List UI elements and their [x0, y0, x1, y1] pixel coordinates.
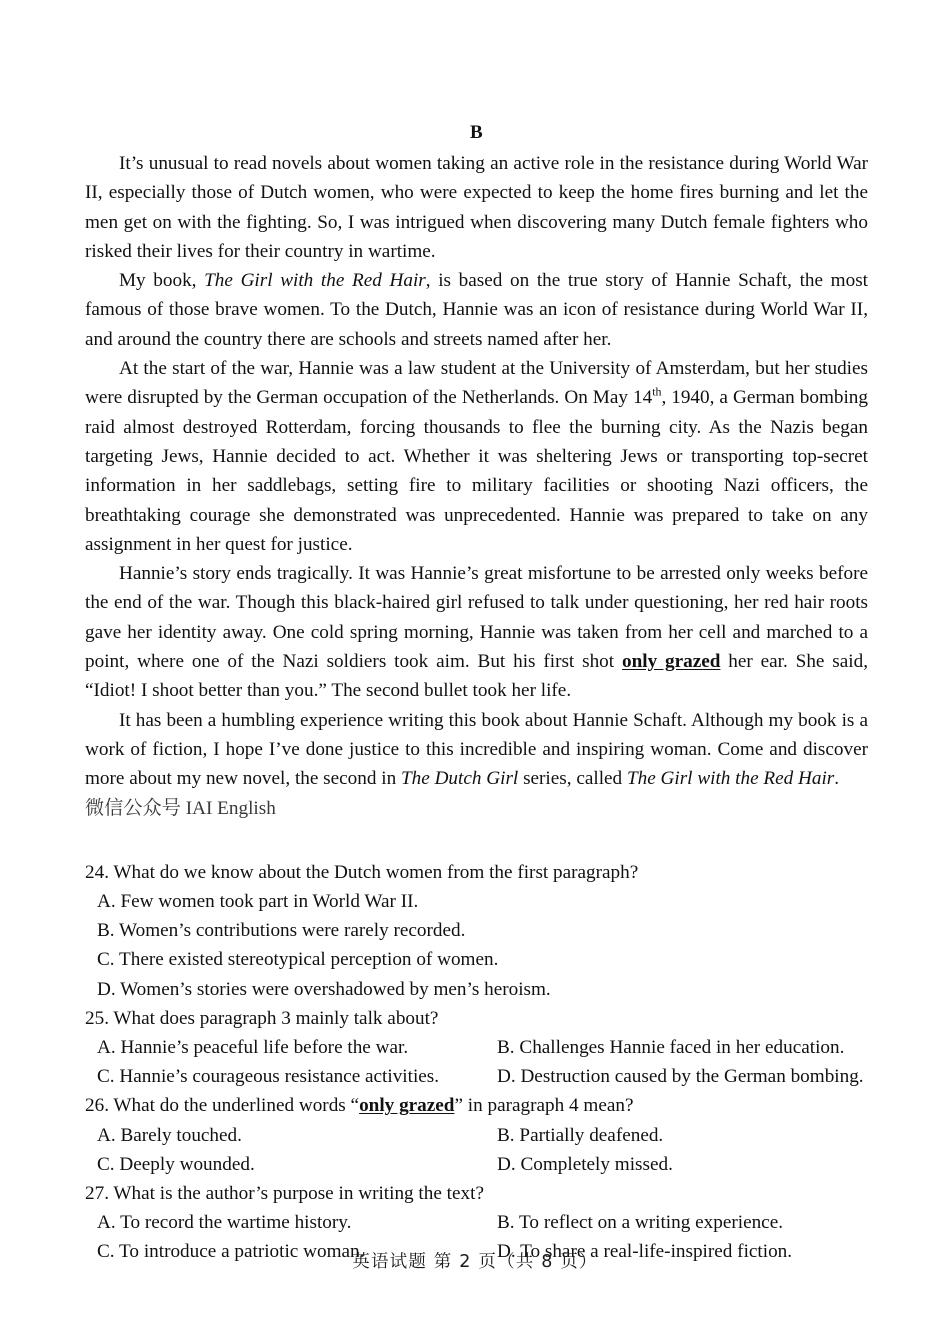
question-24 — [85, 858, 868, 1004]
answer-option[interactable]: D. Completely missed. — [497, 1153, 673, 1175]
option-list — [85, 1121, 868, 1179]
question-25 — [85, 1004, 868, 1092]
underlined-phrase: only grazed — [621, 651, 721, 673]
question-stem: 27. What is the author’s purpose in writing the text? — [85, 1183, 484, 1205]
question-stem: 25. What does paragraph 3 mainly talk about? — [85, 1007, 439, 1029]
passage-paragraph: At the start of the war, Hannie was a law student at the University of Amsterdam, but her studies were disrupted by the German occupation of the Netherlands. On May 14th, 1940, a German bombing raid almost destroyed Rotterdam, forcing thousands to flee the burning city. As the Nazis began targeting Jews, Hannie decided to act. Whether it was sheltering Jews or transporting top-secret information in her saddlebags, setting fire to military facilities or shooting Nazi officers, the breathtaking courage she demonstrated was unprecedented. Hannie was prepared to take on any assignment in her quest for justice. — [85, 358, 868, 555]
answer-option[interactable]: D. Destruction caused by the German bombing. — [497, 1066, 864, 1088]
answer-option[interactable]: A. To record the wartime history. — [97, 1212, 352, 1234]
answer-option[interactable]: C. To introduce a patriotic woman. — [97, 1241, 365, 1263]
section-letter-heading: B — [470, 122, 483, 143]
answer-option-row — [85, 1150, 868, 1179]
answer-option[interactable]: C. There existed stereotypical perception of women. — [97, 949, 499, 971]
book-title-italic: The Girl with the Red Hair — [626, 768, 835, 790]
answer-option[interactable]: C. Hannie’s courageous resistance activities. — [97, 1066, 440, 1088]
answer-option-row — [85, 1062, 868, 1091]
answer-option[interactable]: B. To reflect on a writing experience. — [497, 1212, 784, 1234]
option-list — [85, 1033, 868, 1091]
answer-option[interactable]: B. Partially deafened. — [497, 1124, 664, 1146]
passage-paragraph: It has been a humbling experience writing this book about Hannie Schaft. Although my book is a work of fiction, I hope I’ve done justice to this incredible and inspiring woman. Come and discover more about my new novel, the second in The Dutch Girl series, called The Girl with the Red Hair. — [85, 709, 868, 790]
answer-option[interactable]: B. Women’s contributions were rarely recorded. — [97, 920, 466, 942]
question-stem: 26. What do the underlined words “only grazed” in paragraph 4 mean? — [85, 1095, 634, 1117]
passage-paragraph: Hannie’s story ends tragically. It was Hannie’s great misfortune to be arrested only weeks before the end of the war. Though this black-haired girl refused to talk under questioning, her red hair roots gave her identity away. One cold spring morning, Hannie was taken from her cell and marched to a point, where one of the Nazi soldiers took aim. But his first shot only grazed her ear. She said, “Idiot! I shoot better than you.” The second bullet took her life. — [85, 563, 868, 702]
answer-option[interactable]: D. Women’s stories were overshadowed by men’s heroism. — [97, 978, 551, 1000]
page-content — [85, 120, 868, 1267]
answer-option[interactable]: D. To share a real-life-inspired fiction. — [497, 1241, 793, 1263]
answer-option-row — [85, 1208, 868, 1237]
answer-option[interactable]: A. Few women took part in World War II. — [97, 891, 419, 913]
answer-option[interactable]: A. Barely touched. — [97, 1124, 242, 1146]
watermark-line: 微信公众号 IAI English — [85, 797, 276, 819]
question-26 — [85, 1091, 868, 1179]
ordinal-superscript: th — [652, 384, 662, 399]
questions-section — [85, 858, 868, 1267]
underlined-phrase: only grazed — [359, 1095, 455, 1117]
answer-option[interactable]: B. Challenges Hannie faced in her education. — [497, 1037, 845, 1059]
passage-paragraph: My book, The Girl with the Red Hair, is based on the true story of Hannie Schaft, the most famous of those brave women. To the Dutch, Hannie was an icon of resistance during World War II, and around the country there are schools and streets named after her. — [85, 270, 869, 350]
answer-option[interactable]: A. Hannie’s peaceful life before the war. — [97, 1037, 409, 1059]
footer-text: 英语试题 第 2 页（共 8 页） — [352, 1252, 598, 1272]
answer-option-row — [85, 1121, 868, 1150]
page-footer — [0, 1248, 950, 1273]
passage-paragraph: It’s unusual to read novels about women taking an active role in the resistance during World War II, especially those of Dutch women, who were expected to keep the home fires burning and let the men get on with the fighting. So, I was intrigued when discovering many Dutch female fighters who risked their lives for their country in wartime. — [85, 153, 868, 262]
question-stem: 24. What do we know about the Dutch women from the first paragraph? — [85, 861, 639, 883]
reading-passage — [85, 149, 868, 794]
option-list — [85, 887, 868, 1004]
book-title-italic: The Girl with the Red Hair — [204, 270, 426, 292]
answer-option[interactable]: C. Deeply wounded. — [97, 1153, 255, 1175]
book-title-italic: The Dutch Girl — [401, 768, 519, 790]
answer-option-row — [85, 1033, 868, 1062]
